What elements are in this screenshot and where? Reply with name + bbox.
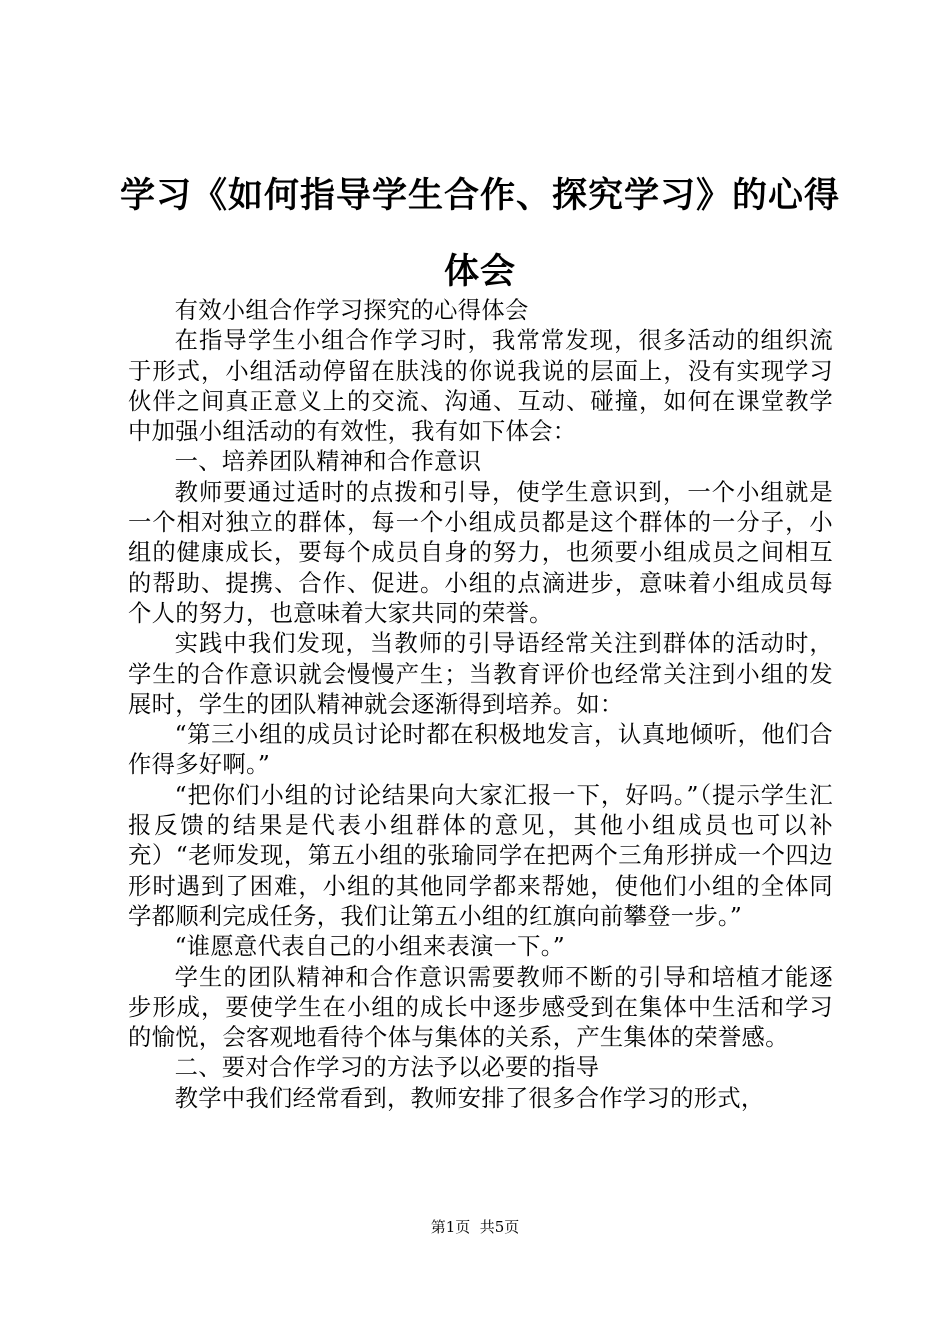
paragraph-subtitle: 有效小组合作学习探究的心得体会 <box>174 297 529 324</box>
paragraph: 在指导学生小组合作学习时，我常常发现，很多活动的组织流于形式，小组活动停留在肤浅的你说我说的层面上，没有实现学习伙伴之间真正意义上的交流、沟通、互动、碰撞，如何在课堂教学中加强小组活动的有效性，我有如下体会： <box>128 327 833 446</box>
quote-paragraph: “第三小组的成员讨论时都在积极地发言，认真地倾听，他们合作得多好啊。” <box>128 721 833 779</box>
quote-paragraph: “谁愿意代表自己的小组来表演一下。” <box>174 933 565 961</box>
section-heading: 二、要对合作学习的方法予以必要的指导 <box>174 1054 600 1082</box>
paragraph: 教师要通过适时的点拨和引导，使学生意识到，一个小组就是一个相对独立的群体，每一个小组成员都是这个群体的一分子，小组的健康成长，要每个成员自身的努力，也须要小组成员之间相互的帮助、提携、合作、促进。小组的点滴进步，意味着小组成员每个人的努力，也意味着大家共同的荣誉。 <box>128 478 833 627</box>
page-number-footer: 第1页 共5页 <box>430 1218 520 1236</box>
quote-paragraph: “把你们小组的讨论结果向大家汇报一下，好吗。”（提示学生汇报反馈的结果是代表小组群体的意见，其他小组成员也可以补充）“老师发现，第五小组的张瑜同学在把两个三角形拼成一个四边形时遇到了困难，小组的其他同学都来帮她，使他们小组的全体同学都顺利完成任务，我们让第五小组的红旗向前攀登一步。” <box>128 781 833 930</box>
paragraph: 教学中我们经常看到，教师安排了很多合作学习的形式， <box>174 1084 765 1112</box>
page-title: 学习《如何指导学生合作、探究学习》的心得体会 <box>119 176 840 292</box>
section-heading: 一、培养团队精神和合作意识 <box>174 448 482 476</box>
paragraph: 实践中我们发现，当教师的引导语经常关注到群体的活动时，学生的合作意识就会慢慢产生；当教育评价也经常关注到小组的发展时，学生的团队精神就会逐渐得到培养。如： <box>128 630 833 718</box>
paragraph: 学生的团队精神和合作意识需要教师不断的引导和培植才能逐步形成，要使学生在小组的成长中逐步感受到在集体中生活和学习的愉悦，会客观地看待个体与集体的关系，产生集体的荣誉感。 <box>128 963 833 1052</box>
document-body <box>128 296 833 1114</box>
